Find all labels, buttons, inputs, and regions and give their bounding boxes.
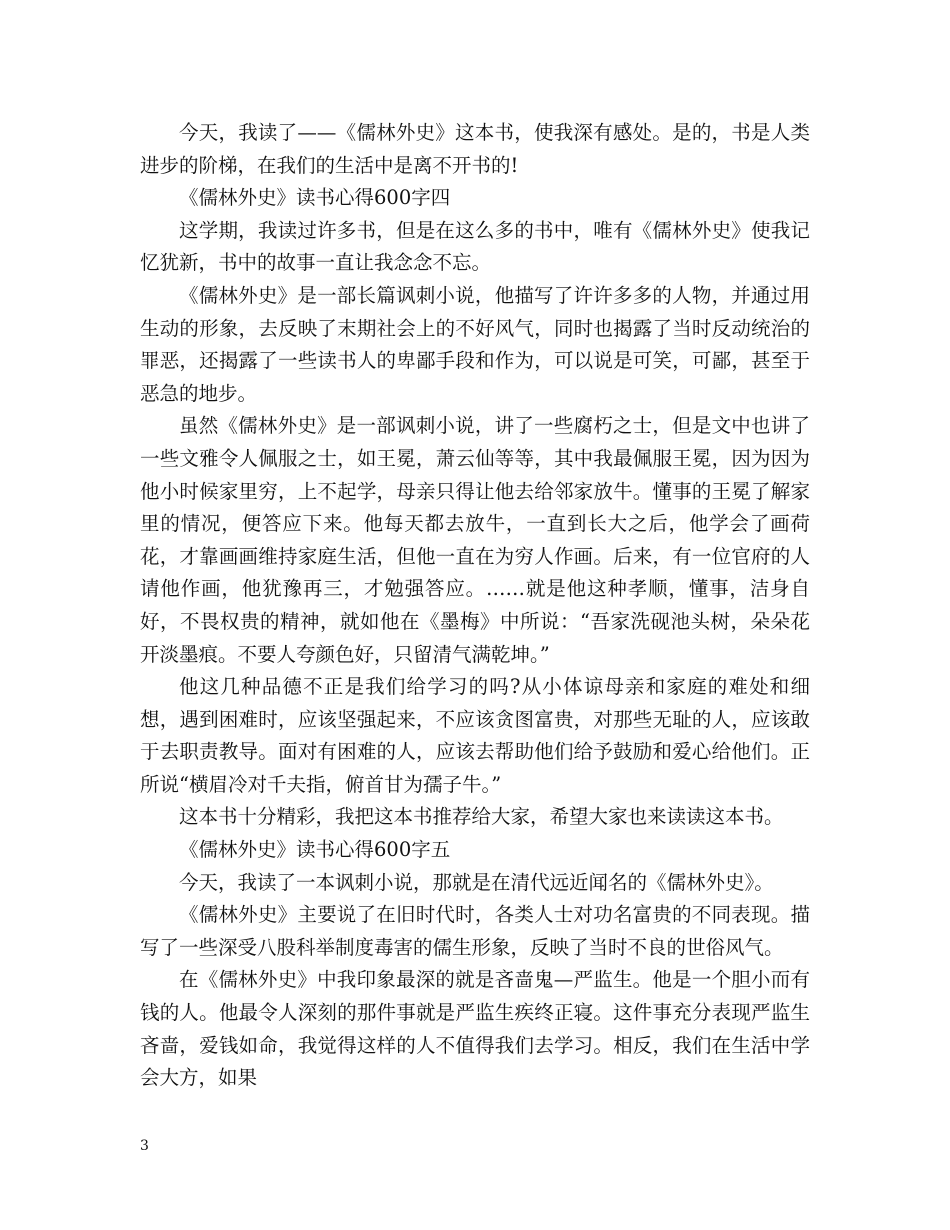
paragraph: 《儒林外史》是一部长篇讽刺小说，他描写了许许多多的人物，并通过用生动的形象，去反映了末期社会上的不好风气，同时也揭露了当时反动统治的罪恶，还揭露了一些读书人的卑鄙手段和作为，可以说是可笑，可鄙，甚至于恶急的地步。 [140,283,810,405]
paragraph: 这学期，我读过许多书，但是在这么多的书中，唯有《儒林外史》使我记忆犹新，书中的故事一直让我念念不忘。 [140,218,810,275]
paragraph: 在《儒林外史》中我印象最深的就是吝啬鬼—严监生。他是一个胆小而有钱的人。他最令人深刻的那件事就是严监生疾终正寝。这件事充分表现严监生吝啬，爱钱如命，我觉得这样的人不值得我们去学习。相反，我们在生活中学会大方，如果 [140,968,810,1090]
paragraph: 这本书十分精彩，我把这本书推荐给大家，希望大家也来读读这本书。 [179,805,784,829]
body-text [140,117,810,1095]
paragraph: 《儒林外史》主要说了在旧时代时，各类人士对功名富贵的不同表现。描写了一些深受八股科举制度毒害的儒生形象，反映了当时不良的世俗风气。 [140,903,810,959]
paragraph: 虽然《儒林外史》是一部讽刺小说，讲了一些腐朽之士，但是文中也讲了一些文雅令人佩服之士，如王冕，萧云仙等等，其中我最佩服王冕，因为因为他小时候家里穷，上不起学，母亲只得让他去给邻家放牛。懂事的王冕了解家里的情况，便答应下来。他每天都去放牛，一直到长大之后，他学会了画荷花，才靠画画维持家庭生活，但他一直在为穷人作画。后来，有一位官府的人请他作画，他犹豫再三，才勉强答应。……就是他这种孝顺，懂事，洁身自好，不畏权贵的精神，就如他在《墨梅》中所说：“吾家洗砚池头树，朵朵花开淡墨痕。不要人夸颜色好，只留清气满乾坤。” [140,414,810,666]
paragraph: 今天，我读了——《儒林外史》这本书，使我深有感处。是的，书是人类进步的阶梯，在我们的生活中是离不开书的! [140,121,810,177]
page-number: 3 [140,1138,149,1154]
section-heading: 《儒林外史》读书心得600字五 [179,838,451,862]
paragraph: 他这几种品德不正是我们给学习的吗?从小体谅母亲和家庭的难处和细想，遇到困难时，应该坚强起来，不应该贪图富贵，对那些无耻的人，应该敢于去职责教导。面对有困难的人，应该去帮助他们给予鼓励和爱心给他们。正所说“横眉冷对千夫指，俯首甘为孺子牛。” [140,675,810,796]
paragraph: 今天，我读了一本讽刺小说，那就是在清代远近闻名的《儒林外史》。 [179,870,774,894]
section-heading: 《儒林外史》读书心得600字四 [179,186,451,210]
